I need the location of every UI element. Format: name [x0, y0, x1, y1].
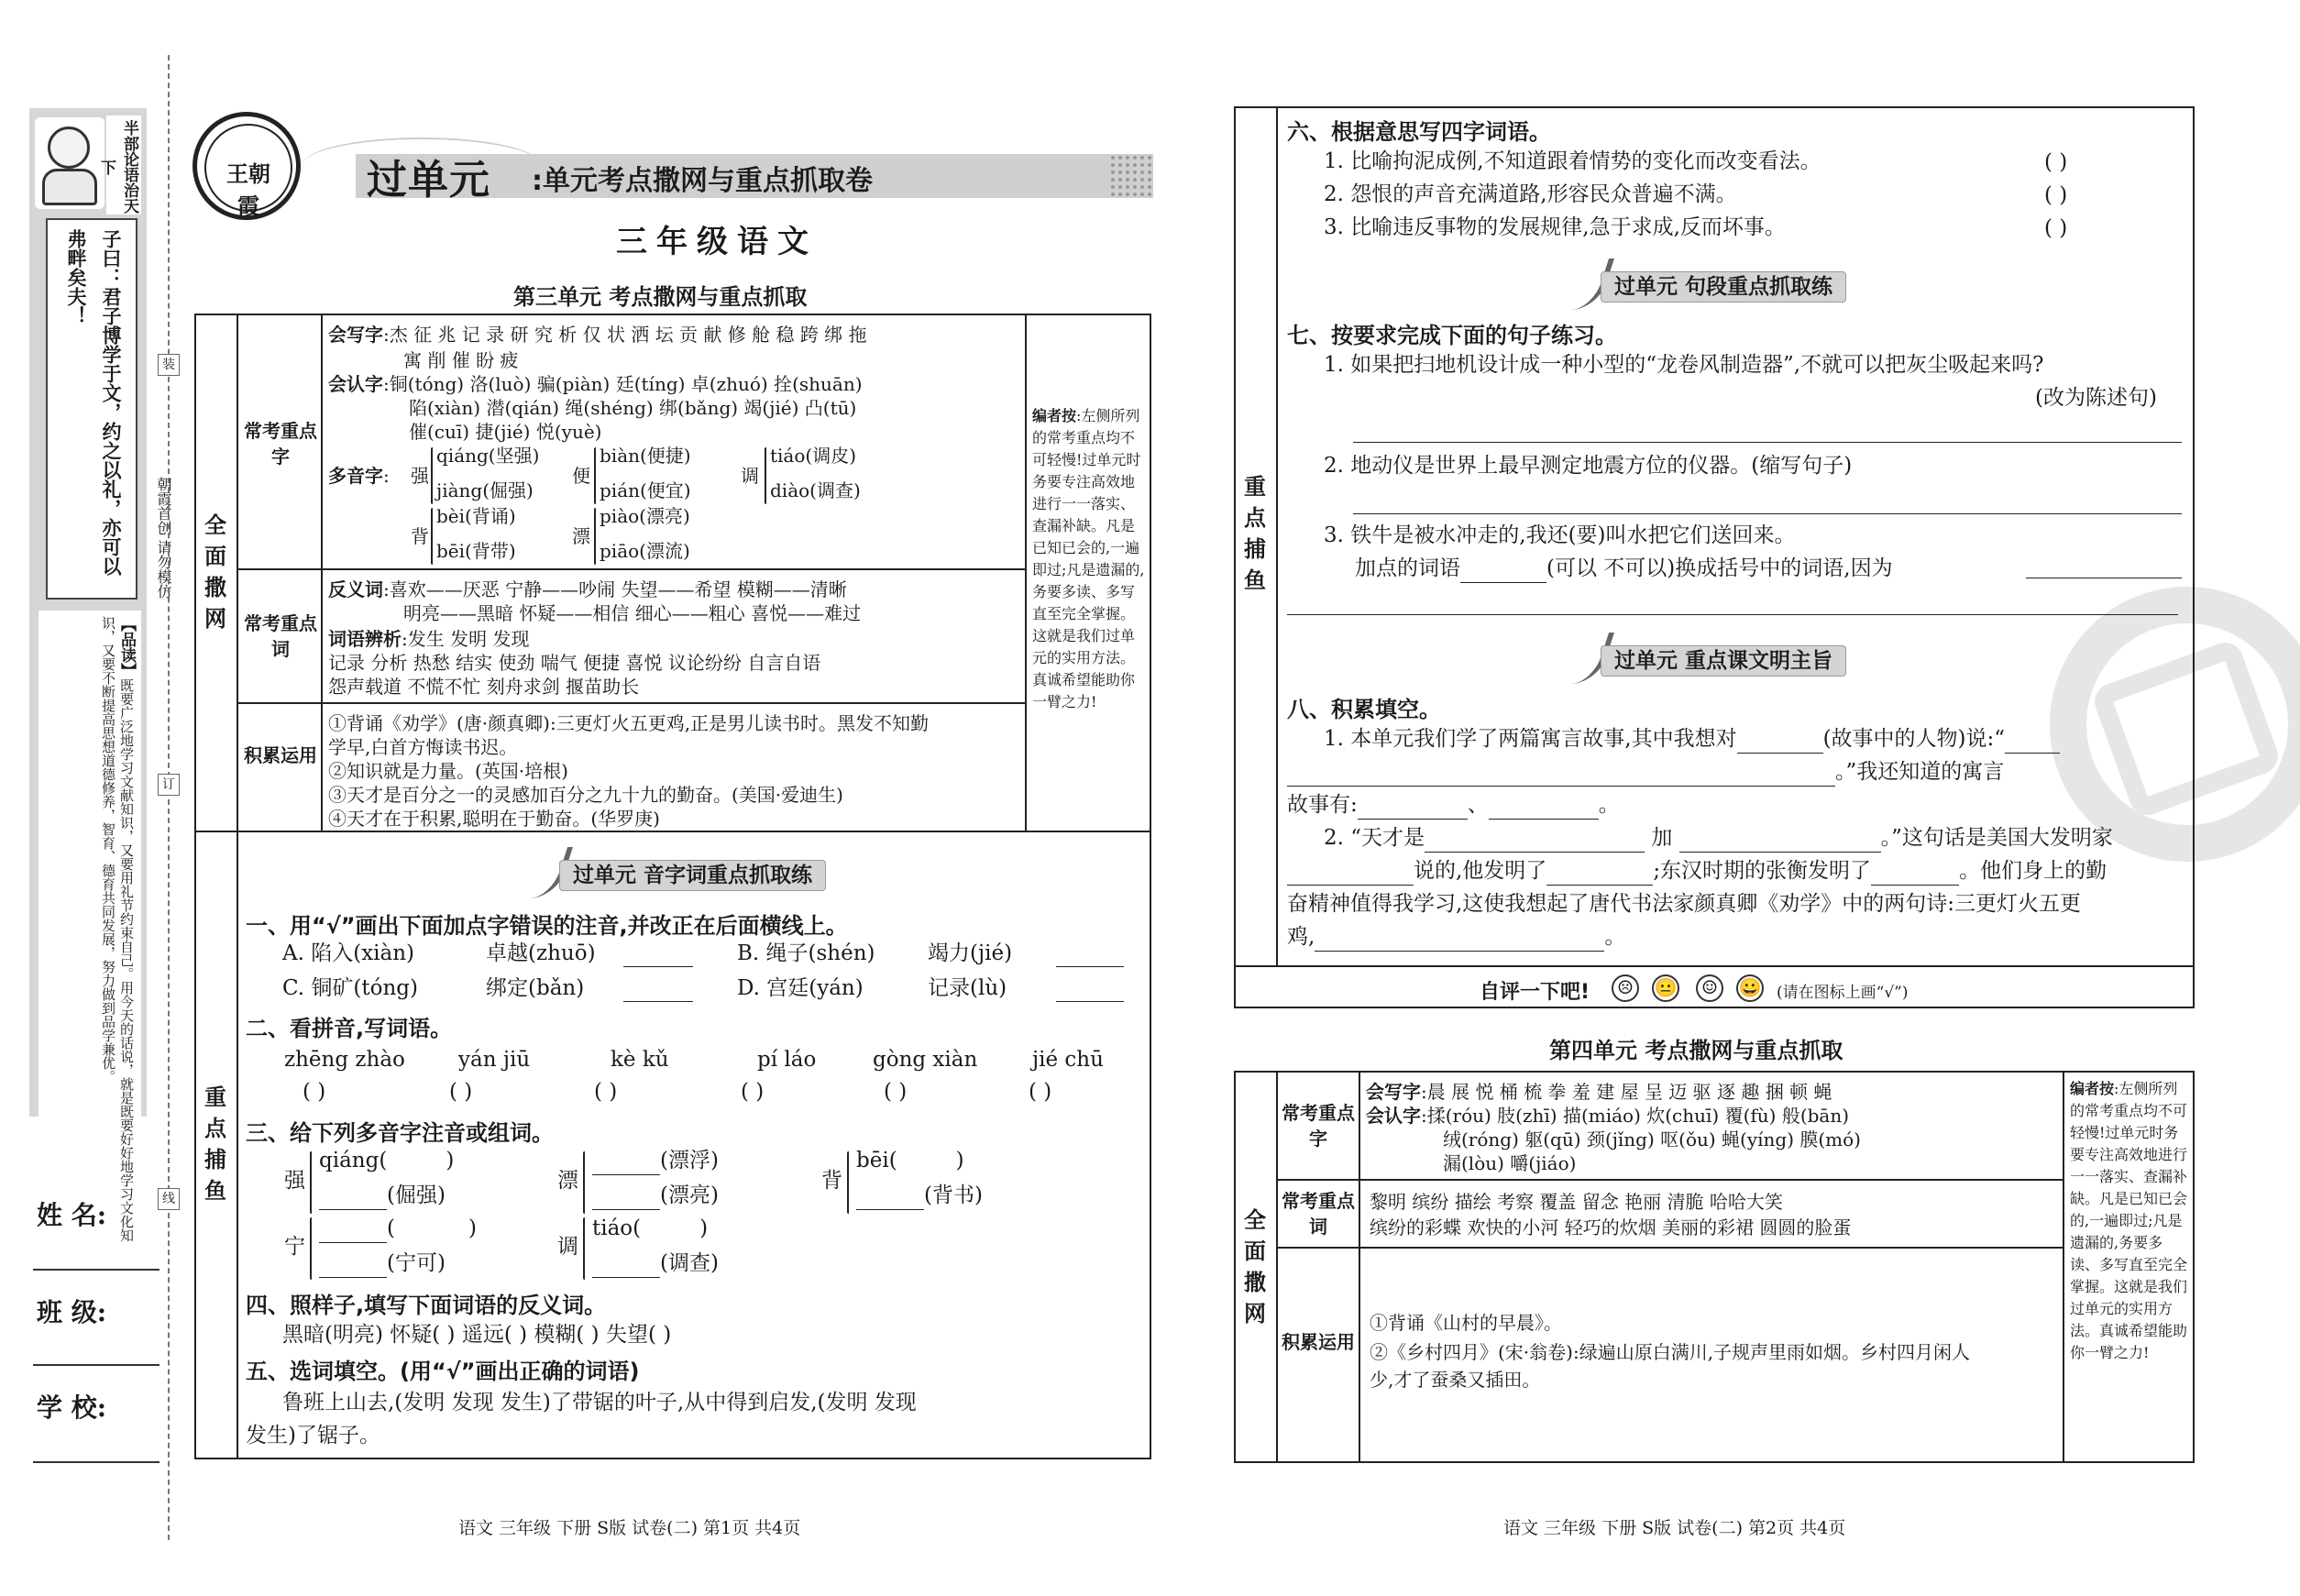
q8-2d — [1287, 856, 2107, 886]
q4-line: 黑暗(明亮) 怀疑( ) 遥远( ) 模糊( ) 失望( ) — [282, 1323, 672, 1347]
q8-2-poem-blank[interactable] — [1315, 930, 1604, 952]
q8-1c — [1287, 757, 2004, 787]
antonyms-line1: :喜欢——厌恶 宁静——吵闹 失望——希望 模糊——清晰 — [383, 578, 847, 600]
unit3-col3 — [1025, 314, 1027, 831]
q3-qiang-2 — [319, 1181, 446, 1210]
q2-pinyin-5: gòng xiàn — [873, 1048, 978, 1072]
unit3-split — [194, 831, 1151, 832]
q1-d2: 记录(lù) — [928, 976, 1007, 1000]
q3-bei-1 — [856, 1146, 964, 1175]
q1-c: C. 铜矿(tóng) — [282, 976, 418, 1000]
editor-note — [1032, 405, 1146, 713]
poly-bian: 便 — [572, 465, 590, 487]
q5-title: 五、选词填空。(用“√”画出正确的词语) — [246, 1359, 640, 1384]
q7-3-blank1[interactable] — [1460, 561, 1546, 583]
q2-answer-1[interactable]: ( ) — [303, 1080, 326, 1104]
q8-2e-text: ;东汉时期的张衡发明了 — [1653, 859, 1872, 883]
q8-2-inventor-blank[interactable] — [1287, 864, 1414, 886]
q6-2: 2. 怨恨的声音充满道路,形容民众普遍不满。 — [1324, 182, 1737, 206]
q3-piao-2-blank[interactable] — [592, 1188, 660, 1210]
poly-tiao-2: diào(调查) — [770, 479, 861, 501]
q3-ning-1-close: ) — [468, 1216, 477, 1240]
q7-3-reason-b[interactable] — [1287, 614, 2178, 615]
q3-qiang-2-text: (倔强) — [387, 1183, 446, 1207]
binding-line — [168, 55, 170, 1540]
self-rating-note: (请在图标上画“√”) — [1777, 984, 1909, 1002]
q8-2f-text: 。他们身上的勤 — [1959, 859, 2107, 883]
q3-tiao-2-text: (调查) — [660, 1251, 719, 1275]
poly-piao: 漂 — [572, 525, 590, 547]
q3-tiao: 调 — [557, 1235, 578, 1259]
unit4-section-full-label: 全面撒网 — [1244, 1207, 1266, 1326]
q8-2h: 鸡, 。 — [1287, 922, 1625, 952]
page-title: 过单元 — [367, 157, 490, 204]
q2-pinyin-1: zhēng zhào — [284, 1048, 405, 1072]
school-label: 学 校: — [37, 1392, 107, 1423]
poly-bian-2: pián(便宜) — [600, 479, 691, 501]
q3-ning-1 — [319, 1214, 477, 1243]
q3-tiao-1-text: tiáo( — [592, 1216, 642, 1240]
q3-piao-2 — [592, 1181, 719, 1210]
confucius-illustration — [35, 117, 105, 209]
unit3-col2 — [321, 314, 323, 831]
unit4-read-chars — [1366, 1104, 1849, 1128]
q3-qiang-2-blank[interactable] — [319, 1188, 387, 1210]
q8-1a-text: 1. 本单元我们学了两篇寓言故事,其中我想对 — [1324, 727, 1737, 751]
unit4-read-line1: :揉(róu) 肢(zhī) 描(miáo) 炊(chuī) 覆(fù) 般(bān) — [1421, 1105, 1850, 1127]
poly-qiang: 强 — [411, 465, 429, 487]
apply-line2: 学早,白首方悔读书迟。 — [328, 736, 518, 758]
unit4-editor-body: :左侧所列的常考重点均不可轻慢!过单元时务要专注高效地进行一一落实、查漏补缺。凡是已知已会的,一遍即过;凡是遗漏的,务要多读、多写直至完全掌握。这就是我们过单元的实用方法。真诚希望能助你一臂之力! — [2070, 1080, 2188, 1361]
apply-line5: ④天才在于积累,聪明在于勤奋。(华罗庚) — [328, 808, 660, 830]
q3-brace-qiang — [310, 1151, 312, 1214]
unit4-label-apply: 积累运用 — [1282, 1331, 1355, 1353]
q3-ning-2-blank[interactable] — [319, 1256, 387, 1278]
q3-brace-ning — [310, 1217, 312, 1280]
write-chars — [328, 323, 867, 347]
q3-qiang-1 — [319, 1146, 454, 1175]
name-field[interactable] — [33, 1269, 160, 1271]
poly-bian-1: biàn(便捷) — [600, 445, 691, 467]
q3-ning-2-text: (宁可) — [387, 1251, 446, 1275]
practice-header-2-text: 过单元 句段重点抓取练 — [1601, 271, 1846, 303]
q2-pinyin-3: kè kǔ — [611, 1048, 669, 1072]
poly-bei-1: bèi(背诵) — [436, 505, 516, 527]
binding-notice: 朝霞首创 请勿模仿 — [155, 477, 172, 600]
q3-tiao-1 — [592, 1214, 708, 1243]
q1-d-answer[interactable] — [1056, 1001, 1124, 1002]
q3-brace-bei — [847, 1151, 849, 1214]
footer-page2: 语文 三年级 下册 S版 试卷(二) 第2页 共4页 — [1503, 1518, 1846, 1538]
q8-2h-text: 鸡, — [1287, 925, 1315, 949]
neutral-face-icon[interactable]: 😐 — [1652, 974, 1679, 1002]
editor-note-head: 编者按 — [1032, 407, 1077, 424]
q2-answer-4[interactable]: ( ) — [741, 1080, 765, 1104]
brace-tiao — [765, 447, 766, 504]
q3-ning: 宁 — [284, 1235, 305, 1259]
q1-a2: 卓越(zhuō) — [486, 941, 596, 965]
q2-title: 二、看拼音,写词语。 — [246, 1016, 453, 1041]
q8-1b-text: (故事中的人物)说:“ — [1822, 727, 2006, 751]
q7-title: 七、按要求完成下面的句子练习。 — [1287, 323, 1617, 348]
unit3-col1 — [237, 314, 238, 1459]
commentary-body: 既要广泛地学习文献知识，又要用礼节约束自己。用今天的话说，就是既要好好地学习文化知识，又要不断提高思想道德修养，智育、德育共同发展，努力做到品学兼优。 — [100, 616, 135, 1242]
unit4-row1 — [1276, 1179, 2063, 1181]
label-key-words: 常考重点词 — [244, 612, 317, 660]
q8-1-say-blank[interactable] — [2005, 732, 2060, 754]
confucius-quote: 子曰：君子博学于文，约之以礼，亦可以弗畔矣夫！ — [46, 218, 138, 600]
read-chars-line1: :铜(tóng) 洛(luò) 骗(piàn) 廷(tíng) 卓(zhuó) 拴(shuān) — [383, 373, 863, 395]
q8-1d: 故事有: 、 。 — [1287, 790, 1620, 820]
q3-piao-1-text: (漂浮) — [660, 1149, 719, 1172]
q1-c-answer[interactable] — [623, 1001, 693, 1002]
q3-qiang-1-text: qiáng( — [319, 1149, 388, 1172]
apply-line4: ③天才是百分之一的灵感加百分之九十九的勤奋。(美国·爱迪生) — [328, 784, 843, 806]
poly-piao-1: piào(漂亮) — [600, 505, 690, 527]
q3-bei-2-blank[interactable] — [856, 1188, 924, 1210]
unit4-label-key-words: 常考重点词 — [1282, 1190, 1355, 1238]
avatar-head-icon — [48, 127, 90, 169]
q2-pinyin-4: pí láo — [757, 1048, 817, 1072]
grade-subject: 三年级语文 — [616, 224, 818, 260]
label-apply: 积累运用 — [244, 744, 317, 766]
unit4-write-label: 会写字 — [1366, 1081, 1421, 1103]
q4-title: 四、照样子,填写下面词语的反义词。 — [246, 1293, 607, 1318]
poly-tiao: 调 — [741, 465, 759, 487]
q6-3: 3. 比喻违反事物的发展规律,急于求成,反而坏事。 — [1324, 215, 1786, 239]
q8-2g: 奋精神值得我学习,这使我想起了唐代书法家颜真卿《劝学》中的两句诗:三更灯火五更 — [1287, 892, 2082, 916]
unit3-row1 — [237, 568, 1025, 570]
q8-1d-text: 故事有: — [1287, 793, 1358, 817]
q1-d: D. 宫廷(yán) — [737, 976, 864, 1000]
q3-title: 三、给下列多音字注音或组词。 — [246, 1120, 554, 1146]
q8-2-blank1[interactable] — [1425, 831, 1645, 853]
unit4-col2 — [1359, 1071, 1360, 1463]
discrimination-line1: :发生 发明 发现 — [402, 628, 530, 650]
unit4-read-line2: 绒(róng) 躯(qū) 颈(jǐng) 呕(ǒu) 蝇(yíng) 膜(mó) — [1443, 1128, 1861, 1150]
antonyms-label: 反义词 — [328, 578, 383, 600]
q7-3: 3. 铁牛是被水冲走的,我还(要)叫水把它们送回来。 — [1324, 523, 1796, 547]
q3-qiang-1-blank[interactable] — [387, 1153, 446, 1175]
q3-bei-1-blank[interactable] — [897, 1153, 956, 1175]
unit4-editor-head: 编者按 — [2070, 1080, 2115, 1097]
practice-header-3-text: 过单元 重点课文明主旨 — [1601, 645, 1846, 677]
poly-bei-2: bēi(背带) — [436, 540, 516, 562]
footer-page1: 语文 三年级 下册 S版 试卷(二) 第1页 共4页 — [458, 1518, 801, 1538]
apply-line3: ②知识就是力量。(英国·培根) — [328, 760, 568, 782]
motto: 半部论语治天下 — [106, 116, 141, 215]
q3-bei-2-text: (背书) — [924, 1183, 983, 1207]
q2-pinyin-6: jié chū — [1032, 1048, 1104, 1072]
q3-ning-1-open: ( — [387, 1216, 395, 1240]
q5-line1: 鲁班上山去,(发明 发现 发生)了带锯的叶子,从中得到启发,(发明 发现 — [282, 1391, 917, 1414]
q3-piao-1-blank[interactable] — [592, 1153, 660, 1175]
read-chars-line2: 陷(xiàn) 潜(qián) 绳(shéng) 绑(bǎng) 竭(jié) 凸(tū) — [409, 397, 857, 419]
unit4-read-label: 会认字 — [1366, 1105, 1421, 1127]
q3-ning-1-space[interactable] — [395, 1221, 468, 1243]
q2-answer-6[interactable]: ( ) — [1029, 1080, 1052, 1104]
q7-3b-text: 加点的词语 — [1355, 556, 1460, 580]
q1-a-answer[interactable] — [623, 966, 693, 967]
q3-piao: 漂 — [557, 1169, 578, 1193]
q3-piao-2-text: (漂亮) — [660, 1183, 719, 1207]
unit4-row2 — [1276, 1247, 2063, 1249]
read-chars-label: 会认字 — [328, 373, 383, 395]
q3-tiao-2-blank[interactable] — [592, 1256, 660, 1278]
poly-bei: 背 — [411, 525, 429, 547]
discrimination-line3: 怨声载道 不慌不忙 刻舟求剑 揠苗助长 — [328, 676, 640, 698]
poly-tiao-1: tiáo(调皮) — [770, 445, 857, 467]
brace-bian — [594, 447, 596, 504]
q3-brace-tiao — [583, 1217, 585, 1280]
unit4-apply-line1: ①背诵《山村的早晨》。 — [1370, 1312, 1562, 1334]
write-chars-label: 会写字 — [328, 324, 383, 346]
q3-tiao-2 — [592, 1249, 719, 1278]
q8-1a — [1324, 724, 2060, 754]
q8-2d-text: 说的,他发明了 — [1414, 859, 1547, 883]
avatar-body-icon — [42, 169, 97, 205]
banner-dots — [1109, 154, 1153, 198]
q8-1-fable-blank-2[interactable] — [1489, 798, 1599, 820]
section-key-label: 重点捕鱼 — [204, 1084, 226, 1204]
sad-face-icon[interactable]: ☹ — [1612, 974, 1639, 1002]
word-discrimination — [328, 627, 529, 651]
q8-1-say-blank-2[interactable] — [1287, 765, 1835, 787]
unit4-label-key-chars: 常考重点字 — [1282, 1102, 1355, 1150]
label-key-chars: 常考重点字 — [244, 420, 317, 468]
q2-answer-2[interactable]: ( ) — [449, 1080, 473, 1104]
q1-a: A. 陷入(xiàn) — [282, 941, 415, 965]
poly-label: 多音字: — [328, 465, 390, 487]
section-full-label: 全面撒网 — [204, 512, 226, 632]
discrimination-label: 词语辨析 — [328, 628, 402, 650]
seal-mark-xian: 线 — [158, 1188, 180, 1210]
q7-2-answer[interactable] — [1353, 513, 2182, 514]
self-rating-bar — [1234, 965, 2195, 1007]
q3-bei-1-text: bēi( — [856, 1149, 897, 1172]
q2-pinyin-2: yán jiū — [458, 1048, 531, 1072]
unit4-title: 第四单元 考点撒网与重点抓取 — [1549, 1038, 1843, 1063]
unit3-row2 — [237, 702, 1025, 704]
name-label: 姓 名: — [37, 1200, 107, 1230]
q3-qiang: 强 — [284, 1169, 305, 1193]
q3-ning-2 — [319, 1249, 446, 1278]
q6-1-answer[interactable]: ( ) — [2044, 150, 2068, 174]
q8-2-zhangheng-blank[interactable] — [1871, 864, 1959, 886]
q7-3b — [1355, 554, 1893, 583]
quote-commentary — [39, 611, 141, 1252]
q3-bei-2 — [856, 1181, 983, 1210]
antonyms — [328, 578, 847, 601]
q1-title: 一、用“√”画出下面加点字错误的注音,并改正在后面横线上。 — [246, 913, 848, 939]
q8-1-fable-blank-1[interactable] — [1358, 798, 1468, 820]
seal-mark-ding: 订 — [158, 774, 180, 796]
q7-1b: (改为陈述句) — [2035, 386, 2157, 410]
q7-3c-text: (可以 不可以)换成括号中的词语,因为 — [1546, 556, 1893, 580]
write-chars-2: 寓 削 催 盼 疲 — [403, 349, 519, 371]
q1-c2: 绑定(bǎn) — [486, 976, 585, 1000]
poly-piao-2: piāo(漂流) — [600, 540, 690, 562]
page-subtitle: :单元考点撒网与重点抓取卷 — [532, 165, 873, 197]
class-field[interactable] — [33, 1364, 160, 1366]
q2-answer-5[interactable]: ( ) — [884, 1080, 908, 1104]
q7-1a: 1. 如果把扫地机设计成一种小型的“龙卷风制造器”,不就可以把灰尘吸起来吗? — [1324, 353, 2044, 377]
self-rating-label: 自评一下吧! — [1480, 981, 1590, 1004]
q8-2a-text: 2. “天才是 — [1324, 826, 1425, 850]
unit4-words-line2: 缤纷的彩蝶 欢快的小河 轻巧的炊烟 美丽的彩裙 圆圆的脸蛋 — [1370, 1216, 1852, 1238]
write-chars-list: :杰 征 兆 记 录 研 究 析 仅 状 洒 坛 贡 献 修 舱 稳 跨 绑 拖 — [383, 324, 867, 346]
q5-line2: 发生)了锯子。 — [246, 1424, 380, 1447]
class-label: 班 级: — [37, 1297, 107, 1327]
commentary-heading: 【品读】 — [117, 616, 136, 678]
q7-1-answer[interactable] — [1353, 442, 2182, 443]
read-chars-line3: 催(cuī) 捷(jié) 悦(yuè) — [409, 421, 602, 443]
unit3-title: 第三单元 考点撒网与重点抓取 — [513, 284, 808, 310]
q6-3-answer[interactable]: ( ) — [2044, 216, 2068, 240]
brand-logo-text: 王朝霞 — [226, 161, 270, 219]
poly-label-text: 多音字 — [328, 465, 383, 487]
unit4-write-chars — [1366, 1080, 1832, 1104]
seal-mark-zhuang: 装 — [158, 354, 180, 376]
editor-note-body: :左侧所列的常考重点均不可轻慢!过单元时务要专注高效地进行一一落实、查漏补缺。凡是已知已会的,一遍即过;凡是遗漏的,务要多读、多写直至完全掌握。这就是我们过单元的实用方法。真诚希望能助你一臂之力! — [1032, 407, 1145, 710]
unit4-words-line1: 黎明 缤纷 描绘 考察 覆盖 留念 艳丽 清脆 哈哈大笑 — [1370, 1191, 1783, 1213]
unit4-col3 — [2063, 1071, 2064, 1463]
q8-2a — [1324, 823, 2113, 853]
page2-section-key-label: 重点捕鱼 — [1244, 474, 1266, 593]
q8-title: 八、积累填空。 — [1287, 697, 1441, 722]
q8-1-character-blank[interactable] — [1737, 732, 1823, 754]
q6-title: 六、根据意思写四字词语。 — [1287, 119, 1551, 145]
school-field[interactable] — [33, 1461, 160, 1463]
happy-face-icon[interactable]: 😀 — [1736, 974, 1764, 1002]
q3-bei-1-close: ) — [955, 1149, 964, 1172]
q3-brace-piao — [583, 1151, 585, 1214]
q8-2-blank2[interactable] — [1679, 831, 1881, 853]
discrimination-line2: 记录 分析 热愁 结实 使劲 喘气 便捷 喜悦 议论纷纷 自言自语 — [328, 652, 821, 674]
poly-qiang-2: jiàng(倔强) — [436, 479, 534, 501]
smile-face-icon[interactable]: ☺ — [1696, 974, 1723, 1002]
q3-tiao-1-close: ) — [699, 1216, 709, 1240]
q3-tiao-1-blank[interactable] — [641, 1221, 699, 1243]
brace-bei — [431, 508, 433, 565]
q3-bei: 背 — [821, 1169, 842, 1193]
q8-2b-text: 加 — [1651, 826, 1673, 850]
q8-1c-text: 。”我还知道的寓言 — [1835, 760, 2005, 784]
unit4-editor-note — [2070, 1078, 2189, 1364]
q1-b: B. 绳子(shén) — [737, 941, 875, 965]
brace-qiang — [431, 447, 433, 504]
unit4-read-line3: 漏(lòu) 嚼(jiáo) — [1443, 1152, 1577, 1174]
antonyms-line2: 明亮——黑暗 怀疑——相信 细心——粗心 喜悦——难过 — [403, 602, 862, 624]
q3-ning-1-blank[interactable] — [319, 1221, 387, 1243]
read-chars — [328, 372, 863, 396]
q1-b-answer[interactable] — [1056, 966, 1124, 967]
q8-2c-text: 。”这句话是美国大发明家 — [1880, 826, 2113, 850]
q3-qiang-1-close: ) — [446, 1149, 455, 1172]
q3-piao-1 — [592, 1146, 719, 1175]
brace-piao — [594, 508, 596, 565]
poly-qiang-1: qiáng(坚强) — [436, 445, 540, 467]
apply-line1: ①背诵《劝学》(唐·颜真卿):三更灯火五更鸡,正是男儿读书时。黑发不知勤 — [328, 712, 930, 734]
unit4-apply-line2: ②《乡村四月》(宋·翁卷):绿遍山原白满川,子规声里雨如烟。乡村四月闲人 — [1370, 1341, 1971, 1363]
page2-col1 — [1276, 106, 1278, 966]
practice-header-1-text: 过单元 音字词重点抓取练 — [559, 860, 826, 891]
q1-b2: 竭力(jié) — [928, 941, 1013, 965]
q6-1: 1. 比喻拘泥成例,不知道跟着情势的变化而改变看法。 — [1324, 149, 1821, 173]
q8-2-invention-blank[interactable] — [1546, 864, 1653, 886]
q7-2: 2. 地动仪是世界上最早测定地震方位的仪器。(缩写句子) — [1324, 454, 1853, 478]
q2-answer-3[interactable]: ( ) — [594, 1080, 618, 1104]
unit4-col1 — [1276, 1071, 1278, 1463]
unit4-apply-line3: 少,才了蚕桑又插田。 — [1370, 1369, 1541, 1391]
unit4-write-list: :晨 展 悦 桶 梳 拳 羞 建 屋 呈 迈 驱 逐 趣 捆 顿 蝇 — [1421, 1081, 1832, 1103]
q6-2-answer[interactable]: ( ) — [2044, 183, 2068, 207]
